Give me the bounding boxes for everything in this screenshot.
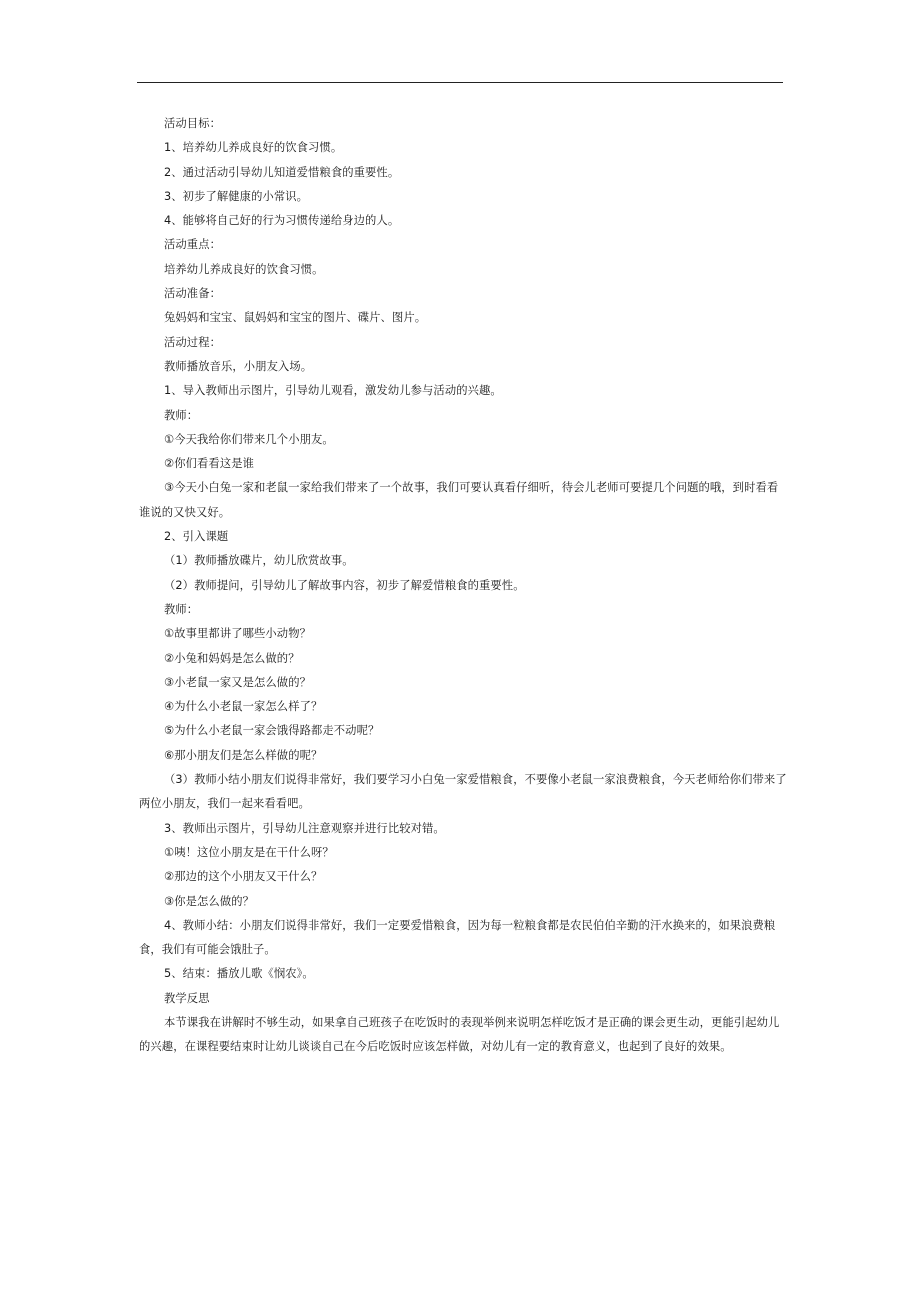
paragraph: ①今天我给你们带来几个小朋友。 xyxy=(164,432,334,446)
paragraph: ③你是怎么做的？ xyxy=(164,894,255,908)
document-body xyxy=(139,112,787,1060)
paragraph: 教师： xyxy=(164,408,199,422)
paragraph: 1、培养幼儿养成良好的饮食习惯。 xyxy=(164,141,343,155)
paragraph: 教师： xyxy=(164,602,199,616)
paragraph: 5、结束：播放儿歌《悯农》。 xyxy=(164,967,314,981)
paragraph: 3、教师出示图片，引导幼儿注意观察并进行比较对错。 xyxy=(164,821,445,835)
paragraph: 1、导入教师出示图片，引导幼儿观看，激发幼儿参与活动的兴趣。 xyxy=(164,384,502,398)
paragraph: ⑤为什么小老鼠一家会饿得路都走不动呢？ xyxy=(164,724,380,738)
paragraph: 兔妈妈和宝宝、鼠妈妈和宝宝的图片、碟片、图片。 xyxy=(164,311,427,325)
paragraph: 活动重点： xyxy=(164,238,221,252)
paragraph: 培养幼儿养成良好的饮食习惯。 xyxy=(164,262,324,276)
paragraph: （2）教师提问，引导幼儿了解故事内容，初步了解爱惜粮食的重要性。 xyxy=(164,578,525,592)
paragraph: ④为什么小老鼠一家怎么样了？ xyxy=(164,700,323,714)
paragraph: 教学反思 xyxy=(164,991,210,1005)
paragraph: ①咦！这位小朋友是在干什么呀？ xyxy=(164,845,334,859)
paragraph: ⑥那小朋友们是怎么样做的呢？ xyxy=(164,748,323,762)
paragraph: （3）教师小结小朋友们说得非常好，我们要学习小白兔一家爱惜粮食，不要像小老鼠一家浪费粮食，今天老师给你们带来了两位小朋友，我们一起来看看吧。 xyxy=(139,773,787,811)
paragraph: 4、教师小结：小朋友们说得非常好，我们一定要爱惜粮食，因为每一粒粮食都是农民伯伯辛勤的汗水换来的，如果浪费粮食，我们有可能会饿肚子。 xyxy=(139,918,776,957)
paragraph: ②你们看看这是谁 xyxy=(164,457,255,471)
paragraph: 活动准备： xyxy=(164,287,221,301)
paragraph: （1）教师播放碟片，幼儿欣赏故事。 xyxy=(164,554,354,568)
paragraph: ③小老鼠一家又是怎么做的？ xyxy=(164,675,311,689)
paragraph: 2、引入课题 xyxy=(164,530,229,544)
paragraph: 活动过程： xyxy=(164,335,221,349)
paragraph: ②那边的这个小朋友又干什么？ xyxy=(164,870,323,884)
paragraph: 2、通过活动引导幼儿知道爱惜粮食的重要性。 xyxy=(164,165,400,179)
paragraph: ③今天小白兔一家和老鼠一家给我们带来了一个故事，我们可要认真看仔细听，待会儿老师可要提几个问题的哦，到时看看谁说的又快又好。 xyxy=(139,481,779,519)
paragraph: 3、初步了解健康的小常识。 xyxy=(164,189,309,203)
paragraph: 本节课我在讲解时不够生动，如果拿自己班孩子在吃饭时的表现举例来说明怎样吃饭才是正确的课会更生动，更能引起幼儿的兴趣，在课程要结束时让幼儿谈谈自己在今后吃饭时应该怎样做，对幼儿有一定的教育意义，也起到了良好的效果。 xyxy=(139,1015,780,1054)
paragraph: ①故事里都讲了哪些小动物？ xyxy=(164,627,311,641)
paragraph: 活动目标： xyxy=(164,117,221,130)
paragraph: ②小兔和妈妈是怎么做的？ xyxy=(164,651,300,665)
header-rule xyxy=(137,82,783,83)
paragraph: 教师播放音乐，小朋友入场。 xyxy=(164,359,313,373)
paragraph: 4、能够将自己好的行为习惯传递给身边的人。 xyxy=(164,214,400,228)
